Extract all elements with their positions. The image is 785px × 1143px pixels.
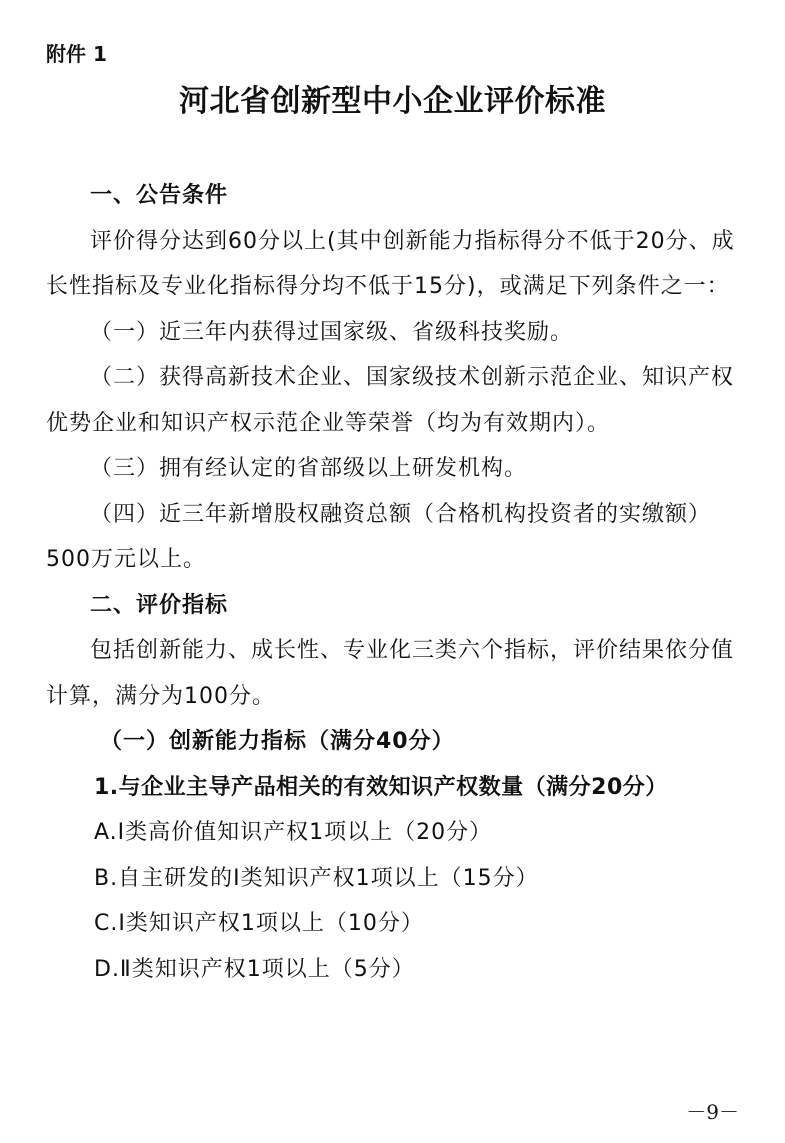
option-b: B.自主研发的Ⅰ类知识产权1项以上（15分） [94, 865, 539, 891]
announcement-paragraph: 评价得分达到60分以上(其中创新能力指标得分不低于20分、成长性指标及专业化指标得分均不低于15分)，或满足下列条件之一： [46, 228, 735, 299]
attachment-label: 附件 1 [46, 42, 107, 66]
condition-item-3: （三）拥有经认定的省部级以上研发机构。 [90, 456, 528, 481]
subsection-heading-innovation: （一）创新能力指标（满分40分） [100, 729, 455, 754]
section-heading-indicators: 二、评价指标 [90, 592, 229, 618]
option-a: A.Ⅰ类高价值知识产权1项以上（20分） [94, 820, 493, 845]
condition-item-1: （一）近三年内获得过国家级、省级科技奖励。 [90, 319, 574, 345]
page-number: －9－ [686, 1100, 739, 1124]
indicator-item-1: 1.与企业主导产品相关的有效知识产权数量（满分20分） [94, 774, 668, 800]
document-title: 河北省创新型中小企业评价标准 [179, 84, 606, 119]
option-d: D.Ⅱ类知识产权1项以上（5分） [94, 956, 415, 982]
section-heading-announcement: 一、公告条件 [90, 183, 229, 208]
condition-item-4: （四）近三年新增股权融资总额（合格机构投资者的实缴额）500万元以上。 [46, 501, 712, 572]
condition-item-2: （二）获得高新技术企业、国家级技术创新示范企业、知识产权优势企业和知识产权示范企业等荣誉（均为有效期内）。 [46, 365, 735, 436]
document-body [46, 173, 742, 992]
option-c: C.Ⅰ类知识产权1项以上（10分） [94, 911, 424, 936]
indicators-paragraph: 包括创新能力、成长性、专业化三类六个指标，评价结果依分值计算，满分为100分。 [46, 638, 735, 709]
